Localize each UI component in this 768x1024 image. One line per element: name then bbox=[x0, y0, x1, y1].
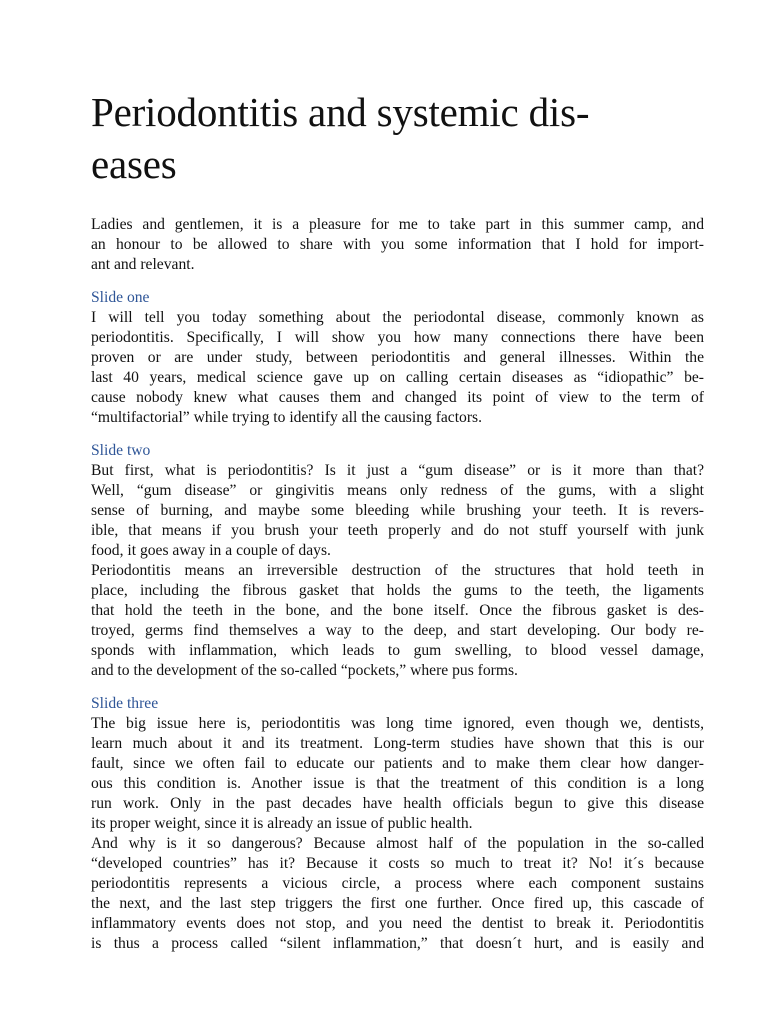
body-paragraph bbox=[91, 834, 704, 954]
text-line: cause nobody knew what causes them and changed its point of view to the term of bbox=[91, 389, 704, 406]
text-line: And why is it so dangerous? Because almost half of the population in the so-called bbox=[91, 835, 704, 852]
body-paragraph bbox=[91, 308, 704, 428]
title-line: eases bbox=[91, 141, 177, 187]
text-line: place, including the fibrous gasket that holds the gums to the teeth, the ligaments bbox=[91, 582, 704, 599]
text-line: ant and relevant. bbox=[91, 256, 195, 273]
slide-heading: Slide two bbox=[91, 442, 151, 459]
text-line: The big issue here is, periodontitis was long time ignored, even though we, dentists, bbox=[91, 715, 704, 732]
text-line: last 40 years, medical science gave up on calling certain diseases as “idiopathic” be- bbox=[91, 369, 704, 386]
text-line: food, it goes away in a couple of days. bbox=[91, 542, 331, 559]
text-line: “multifactorial” while trying to identify all the causing factors. bbox=[91, 409, 483, 426]
text-line: ible, that means if you brush your teeth properly and do not stuff yourself with junk bbox=[91, 522, 704, 539]
intro-paragraph bbox=[91, 215, 704, 275]
slide-heading: Slide three bbox=[91, 695, 159, 712]
text-line: sense of burning, and maybe some bleeding while brushing your teeth. It is revers- bbox=[91, 502, 704, 519]
text-line: fault, since we often fail to educate our patients and to make them clear how danger- bbox=[91, 755, 704, 772]
text-line: Ladies and gentlemen, it is a pleasure for me to take part in this summer camp, and bbox=[91, 216, 704, 233]
slide-heading: Slide one bbox=[91, 289, 150, 306]
text-line: Periodontitis means an irreversible destruction of the structures that hold teeth in bbox=[91, 562, 704, 579]
title-line: Periodontitis and systemic dis- bbox=[91, 89, 590, 135]
slide-one-section bbox=[91, 288, 704, 428]
text-line: But first, what is periodontitis? Is it just a “gum disease” or is it more than that? bbox=[91, 462, 704, 479]
text-line: an honour to be allowed to share with you some information that I hold for import- bbox=[91, 236, 704, 253]
text-line: Well, “gum disease” or gingivitis means only redness of the gums, with a slight bbox=[91, 482, 704, 499]
slide-three-section bbox=[91, 694, 704, 954]
slide-two-section bbox=[91, 441, 704, 681]
text-line: and to the development of the so-called “pockets,” where pus forms. bbox=[91, 662, 518, 679]
text-line: I will tell you today something about the periodontal disease, commonly known as bbox=[91, 309, 704, 326]
text-line: learn much about it and its treatment. Long-term studies have shown that this is our bbox=[91, 735, 704, 752]
text-line: the next, and the last step triggers the first one further. Once fired up, this cascade of bbox=[91, 895, 704, 912]
text-line: is thus a process called “silent inflammation,” that doesn´t hurt, and is easily and bbox=[91, 935, 704, 952]
text-line: periodontitis represents a vicious circle, a process where each component sustains bbox=[91, 875, 704, 892]
text-line: inflammatory events does not stop, and you need the dentist to break it. Periodontitis bbox=[91, 915, 704, 932]
body-paragraph bbox=[91, 714, 704, 834]
text-line: ous this condition is. Another issue is that the treatment of this condition is a long bbox=[91, 775, 704, 792]
document-title bbox=[91, 86, 704, 190]
document-page bbox=[91, 86, 704, 967]
text-line: “developed countries” has it? Because it costs so much to treat it? No! it´s because bbox=[91, 855, 704, 872]
text-line: sponds with inflammation, which leads to gum swelling, to blood vessel damage, bbox=[91, 642, 704, 659]
text-line: run work. Only in the past decades have health officials begun to give this disease bbox=[91, 795, 704, 812]
text-line: that hold the teeth in the bone, and the bone itself. Once the fibrous gasket is des- bbox=[91, 602, 704, 619]
text-line: its proper weight, since it is already an issue of public health. bbox=[91, 815, 473, 832]
body-paragraph bbox=[91, 461, 704, 561]
text-line: proven or are under study, between periodontitis and general illnesses. Within the bbox=[91, 349, 704, 366]
text-line: troyed, germs find themselves a way to the deep, and start developing. Our body re- bbox=[91, 622, 704, 639]
text-line: periodontitis. Specifically, I will show you how many connections there have been bbox=[91, 329, 704, 346]
body-paragraph bbox=[91, 561, 704, 681]
